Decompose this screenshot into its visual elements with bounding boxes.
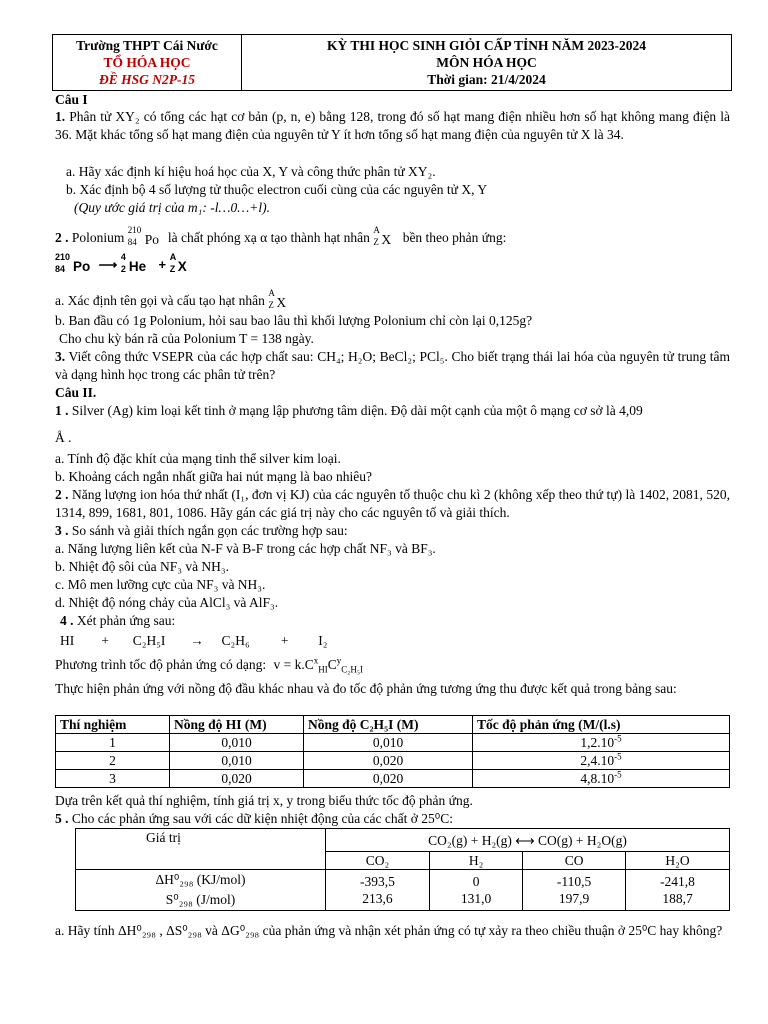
section-1-title: Câu I [55,92,88,107]
exam-info-cell [242,35,732,91]
thermo-corner: Giá trị [76,829,326,870]
q1-2 [55,224,730,248]
q1-2a: a. Xác định tên gọi và cấu tạo hạt nhân A Z X [55,287,287,310]
q2-2: 2 . Năng lượng ion hóa thứ nhất (I₁, đơn vị KJ) của các nguyên tố thuộc chu kì 2 (không xếp theo thứ tự) là 1402, 2081, 520, 1314, 899, 1681, 801, 1086. Hãy gán các giá trị này cho các nguyên tố và giải thích. [55,487,730,520]
table-row: 1 0,010 0,010 $1,2.10^{-5}$ [56,734,730,752]
q1-1b: b. Xác định bộ 4 số lượng tử thuộc electron cuối cùng của các nguyên tử X, Y [66,182,488,197]
school-cell [53,35,242,91]
exam-title: KỲ THI HỌC SINH GIỎI CẤP TỈNH NĂM 2023-2024 [326,38,647,53]
q2-3: 3 . So sánh và giải thích ngắn gọn các trường hợp sau: [55,523,348,538]
table-row: ΔH⁰₂₉₈ (KJ/mol) S⁰₂₉₈ (J/mol) -393,5 213,6 0 131,0 -110,5 197,9 -241,8 188,7 [76,870,730,911]
q2-3b: b. Nhiệt độ sôi của NF₃ và NH₃. [55,559,230,574]
section-2-title: Câu II. [55,385,97,400]
thermo-table: Giá trị CO₂(g) + H₂(g) ⟷ CO(g) + H₂O(g) CO₂ H₂ CO H₂O ΔH⁰₂₉₈ (KJ/mol) S⁰₂₉₈ (J/mol) -393,5 213,6 0 131,0 -110,5 197,9 -241,8 188,7 [75,828,730,911]
q2-5a: a. Hãy tính ΔH⁰₂₉₈ , ΔS⁰₂₉₈ và ΔG⁰₂₉₈ của phản ứng và nhận xét phản ứng có tự xảy ra theo chiều thuận ở 25⁰C hay không? [55,923,723,938]
q2-3a: a. Năng lượng liên kết của N-F và B-F trong các hợp chất NF₃ và BF₃. [55,541,436,556]
q1-2-text-b: là chất phóng xạ [167,230,257,245]
angstrom-unit: Å . [55,430,72,445]
q1-2-number: 2 . [55,230,69,245]
table-row: 3 0,020 0,020 $4,8.10^{-5}$ [56,770,730,788]
q1-1 [55,108,730,144]
q1-2-text-a: Polonium [71,230,125,245]
decay-arrow: ⟶ [98,257,118,272]
table-header-row: Thí nghiệm Nồng độ HI (M) Nồng độ C₂H₅I (M) Tốc độ phản ứng (M/(l.s) [56,716,730,734]
x-nuclide: A Z X [373,224,392,247]
exam-code: ĐỀ HSG N2P-15 [98,72,195,87]
q1-2b: b. Ban đầu có 1g Polonium, hỏi sau bao lâu thì khối lượng Polonium chỉ còn lại 0,125g? [55,313,533,328]
thermo-reaction: CO₂(g) + H₂(g) ⟷ CO(g) + H₂O(g) [326,829,730,852]
decay-equation: 210 84 Po ⟶ 4 2 He + A Z X [55,251,187,274]
q2-4: 4 . Xét phản ứng sau: [60,613,176,628]
reaction-line: HI + C₂H₅I → C₂H₆ + I₂ [60,633,328,648]
school-name: Trường THPT Cái Nước [76,38,218,53]
experiment-table [55,715,730,788]
q1-1-text: Phân tử XY₂ có tổng các hạt cơ bản (p, n, e) bằng 128, trong đó số hạt mang điện nhiều hơn số hạt không mang điện là 36. Mặt khác tổng số hạt mang điện của nguyên tử Y ít hơn tổng số hạt mang điện của nguyên tử X là 34. [55,109,730,142]
exam-header-table [52,34,732,91]
exam-subject: MÔN HÓA HỌC [436,55,537,70]
q2-1: 1 . Silver (Ag) kim loại kết tinh ở mạng lập phương tâm diện. Độ dài một cạnh của một ô mạng cơ sở là 4,09 [55,403,643,418]
q1-3: 3. Viết công thức VSEPR của các hợp chất sau: CH₄; H₂O; BeCl₂; PCl₅. Cho biết trạng thái lai hóa của nguyên tử trung tâm và dạng hình học trong các phân tử trên? [55,349,730,382]
q1-2-text-c: tạo thành hạt nhân [270,230,370,245]
rate-law: Phương trình tốc độ phản ứng có dạng: $v = k.C^x_{HI}C^y_{C_2H_5I}$ [55,655,364,675]
q1-2b-note: Cho chu kỳ bán rã của Polonium T = 138 ngày. [59,331,314,346]
q2-1a: a. Tính độ đặc khít của mạng tinh thể silver kim loại. [55,451,341,466]
q1-1a: a. Hãy xác định kí hiệu hoá học của X, Y và công thức phân tử XY₂. [66,164,436,179]
exam-date: Thời gian: 21/4/2024 [427,72,546,87]
experiment-intro: Thực hiện phản ứng với nồng độ đầu khác nhau và đo tốc độ phản ứng tương ứng thu được kết quả trong bảng sau: [55,681,677,696]
q1-1-number: 1. [55,109,66,124]
experiment-question: Dựa trên kết quả thí nghiệm, tính giá trị x, y trong biểu thức tốc độ phản ứng. [55,793,473,808]
table-row: 2 0,010 0,020 $2,4.10^{-5}$ [56,752,730,770]
q2-5: 5 . Cho các phản ứng sau với các dữ kiện nhiệt động của các chất ở 25⁰C: [55,811,453,826]
q2-1b: b. Khoảng cách ngắn nhất giữa hai nút mạng là bao nhiêu? [55,469,372,484]
alpha-symbol: α [260,230,268,245]
rate-equation: $v = k.C^x_{HI}C^y_{C_2H_5I}$ [273,655,364,675]
q2-3d: d. Nhiệt độ nóng chảy của AlCl₃ và AlF₃. [55,595,279,610]
department-name: TỔ HÓA HỌC [103,55,191,70]
polonium-nuclide: 210 84 Po [127,224,160,247]
q1-2-text-d: bền theo phản ứng: [402,230,507,245]
q1-1b-note: (Quy ước giá trị của m₁: -l…0…+l). [74,200,270,215]
q2-3c: c. Mô men lưỡng cực của NF₃ và NH₃. [55,577,266,592]
